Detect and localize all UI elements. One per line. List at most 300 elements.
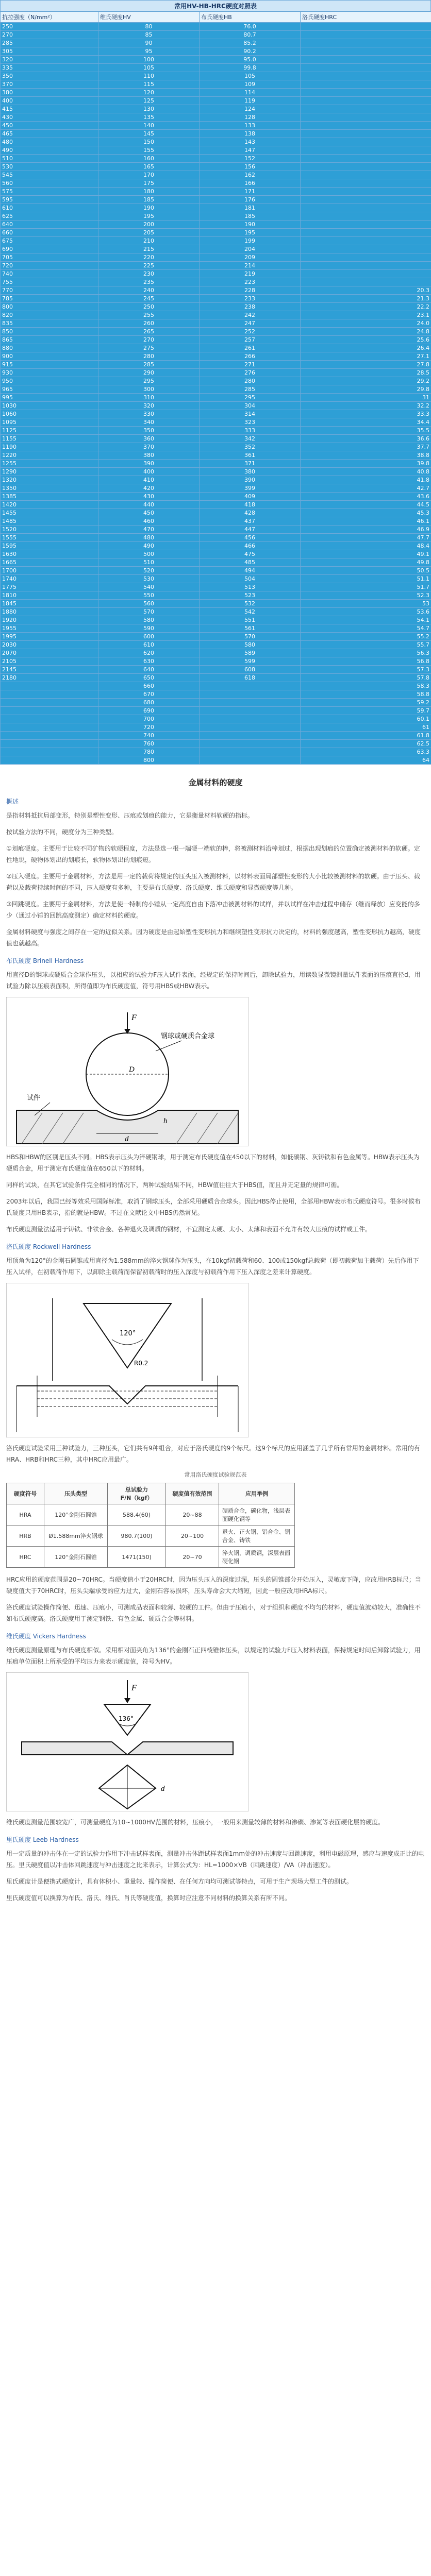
cell-hv: 450	[98, 509, 200, 517]
table-row	[1, 113, 431, 122]
cell-hrc: 32.2	[301, 402, 431, 410]
cell-hv: 610	[98, 641, 200, 649]
table-row	[1, 377, 431, 385]
rockwell-radius-label: R0.2	[134, 1360, 148, 1367]
table-row	[1, 39, 431, 47]
cell-hb: 466	[200, 542, 301, 550]
cell-tensile: 450	[1, 122, 98, 130]
cell-hrc: 27.8	[301, 361, 431, 369]
paragraph: 2003年以后，我国已经等效采用国际标准，取消了钢球压头，全部采用硬质合金球头。因此HBS停止使用，全部用HBW表示布氏硬度符号。很多时候布氏硬度只用HB表示，指的就是HBW。不过在文献论文中HBS仍然常见。	[6, 1198, 421, 1216]
rockwell-table-row	[7, 1526, 295, 1547]
table-row	[1, 394, 431, 402]
cell-hb: 314	[200, 410, 301, 418]
cell-tensile: 930	[1, 369, 98, 377]
cell-hrc: 59.2	[301, 699, 431, 707]
cell-tensile: 1125	[1, 427, 98, 435]
cell-hb: 233	[200, 295, 301, 303]
cell-hb: 352	[200, 443, 301, 451]
table-row	[1, 352, 431, 361]
cell-hrc: 46.9	[301, 526, 431, 534]
table-row	[1, 278, 431, 286]
cell-tensile: 1095	[1, 418, 98, 427]
cell-hrc: 27.1	[301, 352, 431, 361]
table-row	[1, 122, 431, 130]
cell-hv: 155	[98, 146, 200, 155]
cell-hb	[200, 748, 301, 756]
cell-tensile: 480	[1, 138, 98, 146]
cell-hrc	[301, 138, 431, 146]
cell-hrc: 60.1	[301, 715, 431, 723]
table-row	[1, 163, 431, 171]
cell-tensile: 1665	[1, 558, 98, 567]
cell-hb: 371	[200, 460, 301, 468]
cell-hv: 80	[98, 23, 200, 31]
cell-hb	[200, 740, 301, 748]
table-row	[1, 146, 431, 155]
table-row	[1, 138, 431, 146]
cell-hv: 200	[98, 221, 200, 229]
rockwell-th: 应用举例	[219, 1483, 295, 1504]
table-row	[1, 674, 431, 682]
cell-tensile: 1155	[1, 435, 98, 443]
cell-hb	[200, 682, 301, 690]
cell-hv: 195	[98, 212, 200, 221]
table-row	[1, 221, 431, 229]
cell-hrc: 62.5	[301, 740, 431, 748]
cell-hb: 195	[200, 229, 301, 237]
table-row	[1, 130, 431, 138]
cell-hb: 95.0	[200, 56, 301, 64]
cell-hv: 780	[98, 748, 200, 756]
cell-hb: 599	[200, 657, 301, 666]
cell-hrc: 53	[301, 600, 431, 608]
rockwell-table-cell: 淬火钢，调质钢，深层表面硬化钢	[219, 1547, 295, 1568]
cell-hb	[200, 690, 301, 699]
cell-hb: 90.2	[200, 47, 301, 56]
cell-hrc: 46.1	[301, 517, 431, 526]
cell-hb: 304	[200, 402, 301, 410]
cell-tensile: 640	[1, 221, 98, 229]
cell-hrc	[301, 262, 431, 270]
rockwell-table-header-row	[7, 1483, 295, 1504]
paragraph: 维氏硬度测量原理与布氏硬度相似。采用相对面夹角为136°的金刚石正四棱锥体压头，以规定的试验力F压入材料表面，保持规定时间后卸除试验力，用压痕单位面积上所承受的平均压力来表示硬度值，符号为HV。	[6, 1647, 421, 1665]
article-title: 金属材料的硬度	[188, 778, 243, 787]
table-row	[1, 270, 431, 278]
table-row	[1, 262, 431, 270]
cell-hv: 540	[98, 583, 200, 591]
cell-tensile: 690	[1, 245, 98, 253]
section-heading-vickers: 维氏硬度 Vickers Hardness	[6, 1633, 86, 1640]
cell-hrc: 42.7	[301, 484, 431, 493]
cell-tensile: 1955	[1, 624, 98, 633]
rockwell-table-cell: 20~70	[166, 1547, 219, 1568]
cell-hv: 120	[98, 89, 200, 97]
cell-hv: 240	[98, 286, 200, 295]
table-row	[1, 369, 431, 377]
cell-hrc: 29.8	[301, 385, 431, 394]
cell-tensile: 800	[1, 303, 98, 311]
cell-hv: 235	[98, 278, 200, 286]
table-row	[1, 493, 431, 501]
cell-hb: 342	[200, 435, 301, 443]
cell-hb: 209	[200, 253, 301, 262]
paragraph: 按试验方法的不同，硬度分为三种类型。	[6, 828, 118, 836]
cell-hb: 475	[200, 550, 301, 558]
cell-hrc: 45.3	[301, 509, 431, 517]
cell-hb: 285	[200, 385, 301, 394]
cell-hv: 340	[98, 418, 200, 427]
cell-hb: 532	[200, 600, 301, 608]
cell-hrc: 28.5	[301, 369, 431, 377]
cell-hrc: 25.6	[301, 336, 431, 344]
table-row	[1, 567, 431, 575]
cell-tensile: 380	[1, 89, 98, 97]
brinell-diameter-label: D	[129, 1065, 135, 1074]
cell-tensile: 1845	[1, 600, 98, 608]
rockwell-table-cell: Ø1.588mm淬火钢球	[44, 1526, 108, 1547]
cell-hb: 580	[200, 641, 301, 649]
table-row	[1, 204, 431, 212]
cell-hrc: 50.5	[301, 567, 431, 575]
cell-tensile: 1520	[1, 526, 98, 534]
vickers-test-diagram	[6, 1672, 248, 1811]
cell-tensile: 915	[1, 361, 98, 369]
cell-hrc	[301, 72, 431, 80]
cell-hrc: 54.7	[301, 624, 431, 633]
cell-hv: 140	[98, 122, 200, 130]
table-row	[1, 624, 431, 633]
cell-tensile: 995	[1, 394, 98, 402]
cell-hrc	[301, 113, 431, 122]
table-row	[1, 657, 431, 666]
cell-hb	[200, 732, 301, 740]
cell-hv: 130	[98, 105, 200, 113]
cell-hrc: 29.2	[301, 377, 431, 385]
cell-tensile: 415	[1, 105, 98, 113]
section-heading-rockwell: 洛氏硬度 Rockwell Hardness	[6, 1243, 91, 1250]
cell-tensile: 285	[1, 39, 98, 47]
cell-hv: 135	[98, 113, 200, 122]
table-row	[1, 583, 431, 591]
cell-hb: 166	[200, 179, 301, 188]
paragraph: 洛氏硬度试验采用三种试验力，三种压头，它们共有9种组合，对应于洛氏硬度的9个标尺。这9个标尺的应用涵盖了几乎所有常用的金属材料。常用的有HRA、HRB和HRC三种，其中HRC应用最广。	[6, 1445, 420, 1463]
cell-tensile: 965	[1, 385, 98, 394]
cell-tensile: 490	[1, 146, 98, 155]
cell-hv: 380	[98, 451, 200, 460]
cell-hb: 214	[200, 262, 301, 270]
cell-hv: 560	[98, 600, 200, 608]
cell-hrc: 49.8	[301, 558, 431, 567]
cell-hrc: 20.3	[301, 286, 431, 295]
cell-hb: 513	[200, 583, 301, 591]
cell-hrc	[301, 39, 431, 47]
cell-hb: 143	[200, 138, 301, 146]
cell-hb: 152	[200, 155, 301, 163]
cell-hb: 228	[200, 286, 301, 295]
cell-hb: 119	[200, 97, 301, 105]
cell-hrc: 23.1	[301, 311, 431, 319]
cell-tensile: 2105	[1, 657, 98, 666]
cell-hrc	[301, 188, 431, 196]
table-row	[1, 286, 431, 295]
cell-hv: 660	[98, 682, 200, 690]
cell-tensile: 250	[1, 23, 98, 31]
cell-tensile: 2070	[1, 649, 98, 657]
cell-tensile: 305	[1, 47, 98, 56]
cell-hb: 138	[200, 130, 301, 138]
paragraph: ①划痕硬度。主要用于比较不同矿物的软硬程度，方法是选一根一端硬一端软的棒，将被测材料沿棒划过，根据出现划痕的位置确定被测材料的软硬。定性地说，硬物体划出的划痕长，软物体划出的划痕短。	[6, 845, 420, 863]
cell-hrc: 24.8	[301, 328, 431, 336]
rockwell-table-caption: 常用洛氏硬度试验规范表	[184, 1471, 247, 1478]
cell-hv: 490	[98, 542, 200, 550]
cell-hb: 456	[200, 534, 301, 542]
cell-hb: 176	[200, 196, 301, 204]
cell-tensile: 595	[1, 196, 98, 204]
paragraph: HRC应用的硬度范围是20~70HRC。当硬度值小于20HRC时，因为压头压入的深度过深，压头的圆锥部分开始压入，灵敏度下降，应改用HRB标尺；当硬度值大于70HRC时，压头尖端承受的应力过大，金刚石容易损坏，压头寿命会大大缩短，因此一般应改用HRA标尺。	[6, 1576, 421, 1595]
cell-hv: 360	[98, 435, 200, 443]
table-row	[1, 484, 431, 493]
section-heading-brinell: 布氏硬度 Brinell Hardness	[6, 957, 84, 964]
cell-hb: 323	[200, 418, 301, 427]
table-row	[1, 336, 431, 344]
table-row	[1, 155, 431, 163]
cell-hb: 261	[200, 344, 301, 352]
table-row	[1, 476, 431, 484]
cell-hv: 760	[98, 740, 200, 748]
cell-tensile: 1190	[1, 443, 98, 451]
cell-hb: 295	[200, 394, 301, 402]
cell-hrc: 61.8	[301, 732, 431, 740]
cell-tensile: 1255	[1, 460, 98, 468]
cell-tensile: 2145	[1, 666, 98, 674]
cell-hb: 109	[200, 80, 301, 89]
cell-hv: 420	[98, 484, 200, 493]
table-row	[1, 245, 431, 253]
cell-tensile: 1290	[1, 468, 98, 476]
cell-hb: 280	[200, 377, 301, 385]
cell-tensile	[1, 756, 98, 765]
cell-hb: 589	[200, 649, 301, 657]
rockwell-table-cell: 硬质合金，碳化物，浅层表面硬化钢等	[219, 1504, 295, 1526]
cell-hb	[200, 699, 301, 707]
cell-hb	[200, 723, 301, 732]
cell-hb: 105	[200, 72, 301, 80]
cell-tensile: 610	[1, 204, 98, 212]
cell-tensile: 270	[1, 31, 98, 39]
table-row	[1, 748, 431, 756]
cell-hv: 510	[98, 558, 200, 567]
table-row	[1, 402, 431, 410]
brinell-test-diagram	[6, 997, 248, 1146]
cell-tensile: 430	[1, 113, 98, 122]
cell-hv: 90	[98, 39, 200, 47]
cell-hb: 570	[200, 633, 301, 641]
table-row	[1, 179, 431, 188]
cell-tensile: 320	[1, 56, 98, 64]
table-row	[1, 311, 431, 319]
cell-hrc	[301, 278, 431, 286]
cell-hrc: 61	[301, 723, 431, 732]
table-row	[1, 608, 431, 616]
rockwell-table-body	[7, 1504, 295, 1568]
paragraph: 洛氏硬度试验操作简便、迅速、压痕小，可测成品表面和较薄、较硬的工件。但由于压痕小，对于组织和硬度不均匀的材料，硬度值波动较大，准确性不如布氏硬度高。洛氏硬度用于测定钢铁、有色金属、硬质合金等材料。	[6, 1604, 421, 1622]
table-row	[1, 468, 431, 476]
paragraph: 布氏硬度测量法适用于铸铁、非铁合金、各种退火及调质的钢材，不宜测定太硬、太小、太薄和表面不允许有较大压痕的试样或工件。	[6, 1226, 372, 1233]
brinell-ball-label: 钢球或硬质合金球	[161, 1032, 215, 1040]
table-row	[1, 435, 431, 443]
cell-hrc	[301, 80, 431, 89]
cell-hrc: 58.8	[301, 690, 431, 699]
cell-hv: 175	[98, 179, 200, 188]
rockwell-table-cell: 退火、正火钢、铝合金、铜合金、铸铁	[219, 1526, 295, 1547]
cell-hv: 650	[98, 674, 200, 682]
section-heading-overview: 概述	[6, 798, 19, 805]
cell-hb: 171	[200, 188, 301, 196]
cell-hb: 219	[200, 270, 301, 278]
cell-hv: 245	[98, 295, 200, 303]
cell-hrc: 31	[301, 394, 431, 402]
rockwell-th: 压头类型	[44, 1483, 108, 1504]
cell-hv: 180	[98, 188, 200, 196]
article	[0, 765, 431, 1904]
table-row	[1, 105, 431, 113]
cell-tensile: 1060	[1, 410, 98, 418]
cell-hrc: 41.8	[301, 476, 431, 484]
cell-tensile: 755	[1, 278, 98, 286]
table-title: 常用HV-HB-HRC硬度对照表	[0, 0, 431, 11]
cell-hb: 561	[200, 624, 301, 633]
cell-hb: 409	[200, 493, 301, 501]
table-row	[1, 253, 431, 262]
cell-hv: 100	[98, 56, 200, 64]
cell-hb: 99.8	[200, 64, 301, 72]
cell-tensile	[1, 699, 98, 707]
table-row	[1, 80, 431, 89]
table-row	[1, 682, 431, 690]
cell-hv: 680	[98, 699, 200, 707]
cell-hb: 128	[200, 113, 301, 122]
cell-hb: 485	[200, 558, 301, 567]
cell-hrc: 43.6	[301, 493, 431, 501]
table-row	[1, 633, 431, 641]
cell-hv: 350	[98, 427, 200, 435]
cell-tensile	[1, 740, 98, 748]
cell-tensile: 900	[1, 352, 98, 361]
cell-hrc: 49.1	[301, 550, 431, 558]
cell-hb: 418	[200, 501, 301, 509]
table-row	[1, 649, 431, 657]
vickers-angle-label: 136°	[119, 1715, 134, 1722]
cell-hrc: 54.1	[301, 616, 431, 624]
cell-hrc: 38.8	[301, 451, 431, 460]
table-row	[1, 690, 431, 699]
cell-hv: 210	[98, 237, 200, 245]
table-body	[1, 23, 431, 765]
cell-hv: 225	[98, 262, 200, 270]
cell-hrc: 51.7	[301, 583, 431, 591]
cell-hrc: 55.7	[301, 641, 431, 649]
cell-hrc: 22.2	[301, 303, 431, 311]
rockwell-angle-label: 120°	[120, 1330, 136, 1337]
cell-hb	[200, 707, 301, 715]
cell-hv: 740	[98, 732, 200, 740]
cell-tensile: 1700	[1, 567, 98, 575]
cell-hrc	[301, 179, 431, 188]
table-row	[1, 56, 431, 64]
cell-hb: 80.7	[200, 31, 301, 39]
cell-hrc: 36.6	[301, 435, 431, 443]
table-row	[1, 328, 431, 336]
table-row	[1, 72, 431, 80]
cell-tensile: 1455	[1, 509, 98, 517]
table-row	[1, 558, 431, 567]
rockwell-table-cell: HRB	[7, 1526, 44, 1547]
rockwell-th: 总试验力 F/N（kgf）	[108, 1483, 166, 1504]
cell-hb: 542	[200, 608, 301, 616]
cell-hv: 400	[98, 468, 200, 476]
cell-hv: 295	[98, 377, 200, 385]
cell-hrc	[301, 163, 431, 171]
brinell-force-label: F	[131, 1013, 137, 1022]
cell-hv: 255	[98, 311, 200, 319]
cell-tensile: 865	[1, 336, 98, 344]
cell-hv: 460	[98, 517, 200, 526]
cell-hrc: 24.0	[301, 319, 431, 328]
cell-hb: 494	[200, 567, 301, 575]
table-row	[1, 707, 431, 715]
vickers-diagonal-label: d	[161, 1785, 165, 1793]
table-row	[1, 451, 431, 460]
table-row	[1, 534, 431, 542]
cell-hb: 333	[200, 427, 301, 435]
cell-tensile: 1995	[1, 633, 98, 641]
cell-hv: 600	[98, 633, 200, 641]
cell-hb: 447	[200, 526, 301, 534]
cell-hb: 162	[200, 171, 301, 179]
cell-hrc	[301, 204, 431, 212]
cell-hv: 310	[98, 394, 200, 402]
cell-tensile: 675	[1, 237, 98, 245]
header-hrc: 洛氏硬度HRC	[301, 12, 431, 23]
paragraph: 是指材料抵抗局部变形，特别是塑性变形、压痕或划痕的能力，它是衡量材料软硬的指标。	[6, 812, 254, 819]
cell-tensile: 835	[1, 319, 98, 328]
table-row	[1, 526, 431, 534]
cell-hrc: 21.3	[301, 295, 431, 303]
cell-tensile	[1, 732, 98, 740]
cell-hrc: 56.3	[301, 649, 431, 657]
cell-hv: 115	[98, 80, 200, 89]
header-tensile: 抗拉强度（N/mm²）	[1, 12, 98, 23]
cell-hv: 690	[98, 707, 200, 715]
cell-hv: 230	[98, 270, 200, 278]
cell-hv: 580	[98, 616, 200, 624]
cell-hv: 470	[98, 526, 200, 534]
cell-hrc: 64	[301, 756, 431, 765]
cell-tensile: 545	[1, 171, 98, 179]
table-row	[1, 443, 431, 451]
cell-hrc	[301, 146, 431, 155]
cell-hb	[200, 715, 301, 723]
cell-tensile: 770	[1, 286, 98, 295]
cell-hv: 220	[98, 253, 200, 262]
table-row	[1, 740, 431, 748]
cell-tensile: 1595	[1, 542, 98, 550]
table-row	[1, 361, 431, 369]
cell-hv: 620	[98, 649, 200, 657]
cell-hv: 105	[98, 64, 200, 72]
cell-tensile: 2030	[1, 641, 98, 649]
cell-hrc: 58.3	[301, 682, 431, 690]
